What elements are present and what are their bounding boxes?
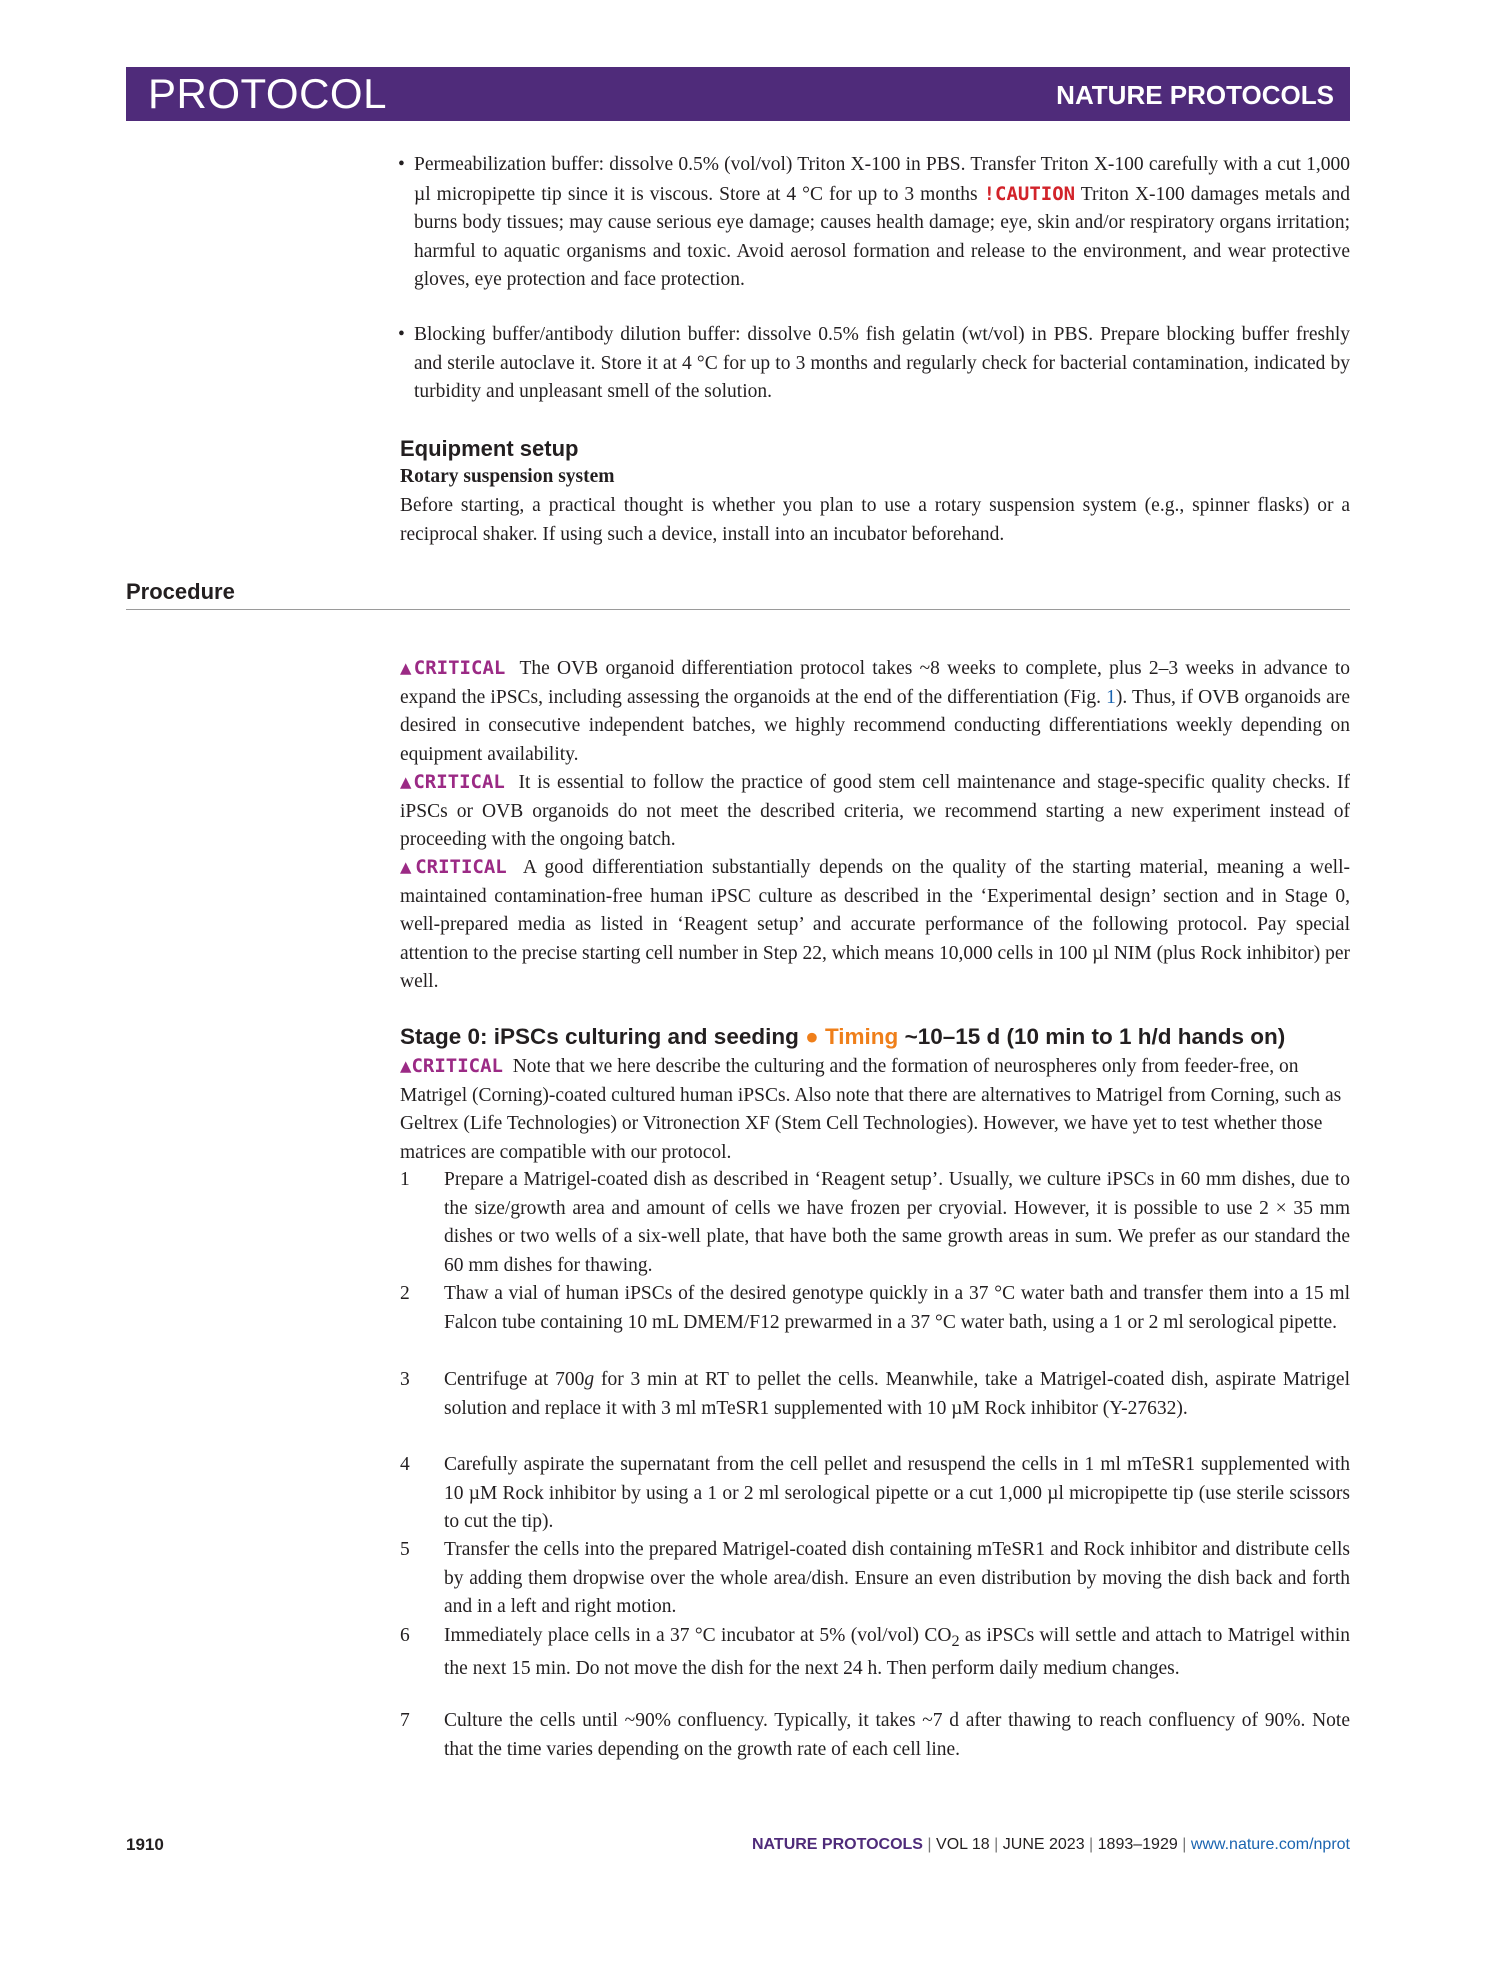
critical-text: The OVB organoid differentiation protocol takes ~8 weeks to complete, plus 2–3 weeks in advance to expand the iPSCs, including assessing the organoids at the end of the differentiation (Fig.	[400, 658, 1351, 708]
journal-label: NATURE PROTOCOLS	[1056, 80, 1334, 110]
step-text: Culture the cells until ~90% confluency. Typically, it takes ~7 d after thawing to reach confluency of 90%. Note that the time varies depending on the growth rate of each cell line.	[444, 1710, 1350, 1760]
stage-title: Stage 0: iPSCs culturing and seeding	[400, 1024, 799, 1049]
critical-text: A good differentiation substantially depends on the quality of the starting material, meaning a well-maintained contamination-free human iPSC culture as described in the ‘Experimental design’ section and in Stage 0, well-prepared media as listed in ‘Reagent setup’ and accurate performance of the following protocol. Pay special attention to the precise starting cell number in Step 22, which means 10,000 cells in 100 µl NIM (plus Rock inhibitor) per well.	[400, 857, 1350, 992]
page-number: 1910	[126, 1835, 164, 1854]
footer-pages: 1893–1929	[1097, 1836, 1178, 1853]
bullet-lead: Blocking buffer/antibody dilution buffer: dissolve 0.5% fish gelatin (wt/vol) in PBS. Prepare blocking buffer freshly and sterile autoclave it. Store it at 4 °C for up to 3 months and regularly check for bacterial contamination, indicated by turbidity and unpleasant smell of the solution.	[414, 324, 1350, 402]
step-text-part: as iPSCs will settle and attach to Matrigel within the next 15 min. Do not move the dish for the next 24 h. Then perform daily medium changes.	[444, 1625, 1351, 1680]
critical-tag: ▲CRITICAL	[400, 771, 505, 793]
step-number: 5	[400, 1539, 410, 1560]
stage0-heading	[400, 1024, 1285, 1050]
step-number: 6	[400, 1625, 410, 1646]
bullet-lead: Permeabilization buffer: dissolve 0.5% (vol/vol) Triton X-100 in PBS. Transfer Triton X-100 carefully with a cut 1,000 µl micropipette tip since it is viscous. Store at 4 °C for up to 3 months	[414, 154, 1350, 205]
bullet-text	[414, 321, 1350, 407]
critical-text: Note that we here describe the culturing and the formation of neurospheres only from feeder-free, on Matrigel (Corning)-coated cultured human iPSCs. Also note that there are alternatives to Matrigel from Corning, such as Geltrex (Life Technologies) or Vitronection XF (Stem Cell Technologies). However, we have yet to test whether those matrices are compatible with our protocol.	[400, 1056, 1342, 1163]
footer-separator: |	[1089, 1836, 1094, 1853]
step-number: 4	[400, 1454, 410, 1475]
timing-dot-icon: ●	[805, 1024, 819, 1049]
bullet-tail: Triton X-100 damages metals and burns body tissues; may cause serious eye damage; causes health damage; eye, skin and/or respiratory organs irritation; harmful to aquatic organisms and toxic. Avoid aerosol formation and release to the environment, and wear protective gloves, eye protection and face protection.	[414, 183, 1350, 290]
procedure-label: Procedure	[126, 579, 235, 604]
critical-note-1	[400, 654, 1350, 769]
critical-text: It is essential to follow the practice of good stem cell maintenance and stage-specific quality checks. If iPSCs or OVB organoids do not meet the described criteria, we recommend starting a new experiment instead of proceeding with the ongoing batch.	[400, 772, 1350, 850]
step-text: Thaw a vial of human iPSCs of the desired genotype quickly in a 37 °C water bath and transfer them into a 15 ml Falcon tube containing 10 mL DMEM/F12 prewarmed in a 37 °C water bath, using a 1 or 2 ml serological pipette.	[444, 1283, 1350, 1333]
footer-separator: |	[994, 1836, 999, 1853]
step-text: Prepare a Matrigel-coated dish as described in ‘Reagent setup’. Usually, we culture iPSCs in 60 mm dishes, due to the size/growth area and amount of cells we have frozen per cryovial. However, it is possible to use 2 × 35 mm dishes or two wells of a six-well plate, that have both the same growth areas in sum. We prefer as our standard the 60 mm dishes for thawing.	[444, 1169, 1350, 1276]
step-number: 3	[400, 1369, 410, 1390]
critical-text: ). Thus, if OVB organoids are desired in consecutive independent batches, we highly recommend conducting differentiations weekly depending on equipment availability.	[400, 686, 1350, 765]
step-text-part: Centrifuge at 700	[444, 1369, 585, 1390]
footer-volume: VOL 18	[936, 1836, 990, 1853]
footer-url-link[interactable]: www.nature.com/nprot	[1190, 1836, 1350, 1853]
timing-label: Timing	[824, 1024, 899, 1049]
stage0-critical	[400, 1052, 1350, 1167]
step-text: Carefully aspirate the supernatant from the cell pellet and resuspend the cells in 1 ml mTeSR1 supplemented with 10 µM Rock inhibitor by using a 1 or 2 ml serological pipette or a cut 1,000 µl micropipette tip (use sterile scissors to cut the tip).	[444, 1454, 1350, 1532]
step-text-part: for 3 min at RT to pellet the cells. Meanwhile, take a Matrigel-coated dish, aspirate Matrigel solution and replace it with 3 ml mTeSR1 supplemented with 10 µM Rock inhibitor (Y-27632).	[444, 1369, 1350, 1419]
page-header	[126, 67, 1350, 121]
step-text	[444, 1366, 1350, 1423]
footer-separator: |	[927, 1836, 932, 1853]
bullet-dot: •	[398, 324, 405, 345]
critical-note-3	[400, 853, 1350, 997]
footer-journal: NATURE PROTOCOLS	[752, 1836, 923, 1853]
equipment-heading: Equipment setup	[400, 436, 579, 461]
step-text: Transfer the cells into the prepared Matrigel-coated dish containing mTeSR1 and Rock inhibitor and distribute cells by adding them dropwise over the whole area/dish. Ensure an even distribution by moving the dish back and forth and in a left and right motion.	[444, 1539, 1350, 1617]
critical-note-2	[400, 768, 1350, 855]
step-number: 2	[400, 1283, 410, 1304]
bullet-dot: •	[398, 154, 405, 175]
step-number: 7	[400, 1710, 410, 1731]
section-divider	[126, 609, 1350, 610]
critical-tag: ▲CRITICAL	[400, 856, 507, 878]
figure-link[interactable]: 1	[1106, 686, 1116, 708]
bullet-text	[414, 151, 1350, 295]
subscript: 2	[951, 1631, 960, 1650]
step-number: 1	[400, 1169, 410, 1190]
equipment-subheading: Rotary suspension system	[400, 466, 615, 487]
step-text	[444, 1622, 1350, 1684]
unit-g: g	[584, 1369, 595, 1390]
caution-tag: !CAUTION	[983, 182, 1076, 205]
timing-value: ~10–15 d (10 min to 1 h/d hands on)	[904, 1024, 1286, 1049]
footer-date: JUNE 2023	[1002, 1836, 1085, 1853]
footer-citation	[752, 1836, 1350, 1854]
section-label: PROTOCOL	[148, 70, 387, 117]
step-text-part: Immediately place cells in a 37 °C incubator at 5% (vol/vol) CO	[444, 1625, 952, 1646]
equipment-text: Before starting, a practical thought is whether you plan to use a rotary suspension system (e.g., spinner flasks) or a reciprocal shaker. If using such a device, install into an incubator beforehand.	[400, 495, 1350, 545]
critical-tag: ▲CRITICAL	[400, 1055, 503, 1077]
critical-tag: ▲CRITICAL	[400, 657, 506, 679]
footer-separator: |	[1182, 1836, 1187, 1853]
